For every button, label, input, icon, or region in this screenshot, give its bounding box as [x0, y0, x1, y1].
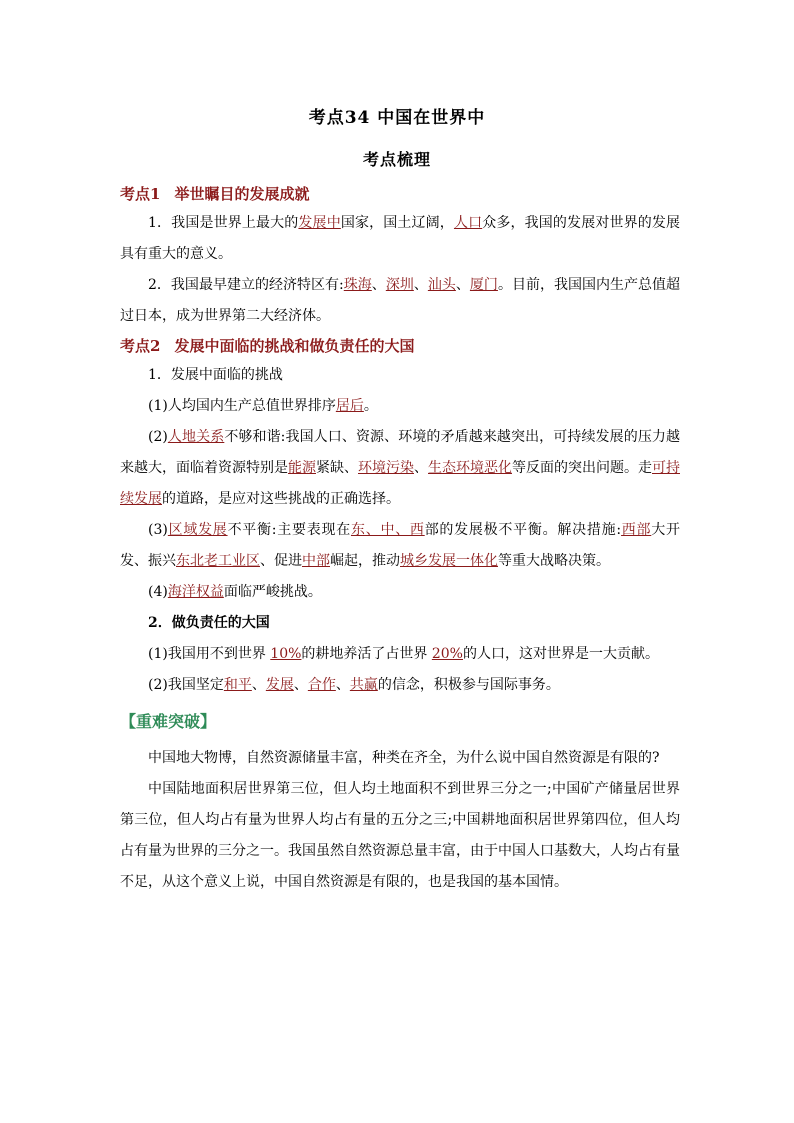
- document-body: [120, 180, 680, 898]
- answer-blank: 发展中: [298, 215, 341, 231]
- answer-blank: 东北老工业区: [176, 553, 260, 569]
- section1-title: 举世瞩目的发展成就: [174, 185, 310, 203]
- challenge-item-4: (4)海洋权益面临严峻挑战。: [148, 584, 322, 600]
- section2-heading: [120, 332, 680, 360]
- answer-blank: 人地关系: [167, 429, 225, 445]
- section1-paragraph-1: 1．我国是世界上最大的发展中国家，国土辽阔，人口众多，我国的发展对世界的发展具有重大的意义。: [120, 215, 681, 262]
- answer-blank: 厦门: [469, 277, 498, 293]
- answer-blank: 人口: [453, 215, 483, 231]
- answer-blank: 汕头: [427, 277, 456, 293]
- answer-blank: 20%: [431, 646, 463, 662]
- difficulty-question: 中国地大物博，自然资源储量丰富，种类在齐全，为什么说中国自然资源是有限的?: [148, 750, 660, 766]
- section2-number: 考点2: [120, 337, 161, 355]
- answer-blank: 10%: [270, 646, 302, 662]
- section1-number: 考点1: [120, 185, 161, 203]
- answer-blank: 西部: [621, 522, 652, 538]
- answer-blank: 居后: [335, 398, 364, 414]
- responsibility-item-1: (1)我国用不到世界 10%的耕地养活了占世界 20%的人口，这对世界是一大贡献。: [148, 646, 659, 662]
- answer-blank: 环境污染: [358, 460, 414, 476]
- difficulty-banner: 【重难突破】: [120, 712, 217, 731]
- challenge-item-3: (3)区域发展不平衡:主要表现在东、中、西部的发展极不平衡。解决措施:西部大开发、振兴东北老工业区、促进中部崛起，推动城乡发展一体化等重大战略决策。: [120, 522, 681, 569]
- answer-blank: 可持续发展: [120, 460, 680, 507]
- challenge-item-2: (2)人地关系不够和谐:我国人口、资源、环境的矛盾越来越突出，可持续发展的压力越来越大，面临着资源特别是能源紧缺、环境污染、生态环境恶化等反面的突出问题。走可持续发展的道路，是应对这些挑战的正确选择。: [120, 429, 681, 507]
- answer-blank: 和平: [223, 677, 252, 693]
- section1-heading: [120, 180, 680, 208]
- answer-blank: 东、中、西: [350, 522, 425, 538]
- answer-blank: 中部: [302, 553, 330, 569]
- challenge-item-1: (1)人均国内生产总值世界排序居后。: [148, 398, 378, 414]
- page-subtitle: 考点梳理: [362, 150, 431, 169]
- answer-blank: 珠海: [343, 277, 372, 293]
- answer-blank: 区域发展: [167, 522, 228, 538]
- section2-title: 发展中面临的挑战和做负责任的大国: [174, 337, 415, 355]
- answer-blank: 海洋权益: [167, 584, 224, 600]
- answer-blank: 城乡发展一体化: [400, 553, 498, 569]
- page-title: 考点34 中国在世界中: [308, 108, 486, 128]
- answer-blank: 共赢: [349, 677, 378, 693]
- difficulty-answer: 中国陆地面积居世界第三位，但人均土地面积不到世界三分之一;中国矿产储量居世界第三位，但人均占有量为世界人均占有量的五分之三;中国耕地面积居世界第四位，但人均占有量为世界的三分之一。我国虽然自然资源总量丰富，由于中国人口基数大，人均占有量不足，从这个意义上说，中国自然资源是有限的，也是我国的基本国情。: [120, 781, 680, 890]
- answer-blank: 深圳: [385, 277, 414, 293]
- section2-subheading-2: 2．做负责任的大国: [148, 615, 270, 631]
- section1-paragraph-2: 2．我国最早建立的经济特区有:珠海、深圳、汕头、厦门。目前，我国国内生产总值超过日本，成为世界第二大经济体。: [120, 277, 681, 324]
- section2-subheading-1: 1．发展中面临的挑战: [148, 367, 283, 383]
- answer-blank: 发展: [265, 677, 294, 693]
- answer-blank: 生态环境恶化: [428, 460, 512, 476]
- answer-blank: 合作: [307, 677, 336, 693]
- responsibility-item-2: (2)我国坚定和平、发展、合作、共赢的信念，积极参与国际事务。: [148, 677, 560, 693]
- answer-blank: 能源: [288, 460, 316, 476]
